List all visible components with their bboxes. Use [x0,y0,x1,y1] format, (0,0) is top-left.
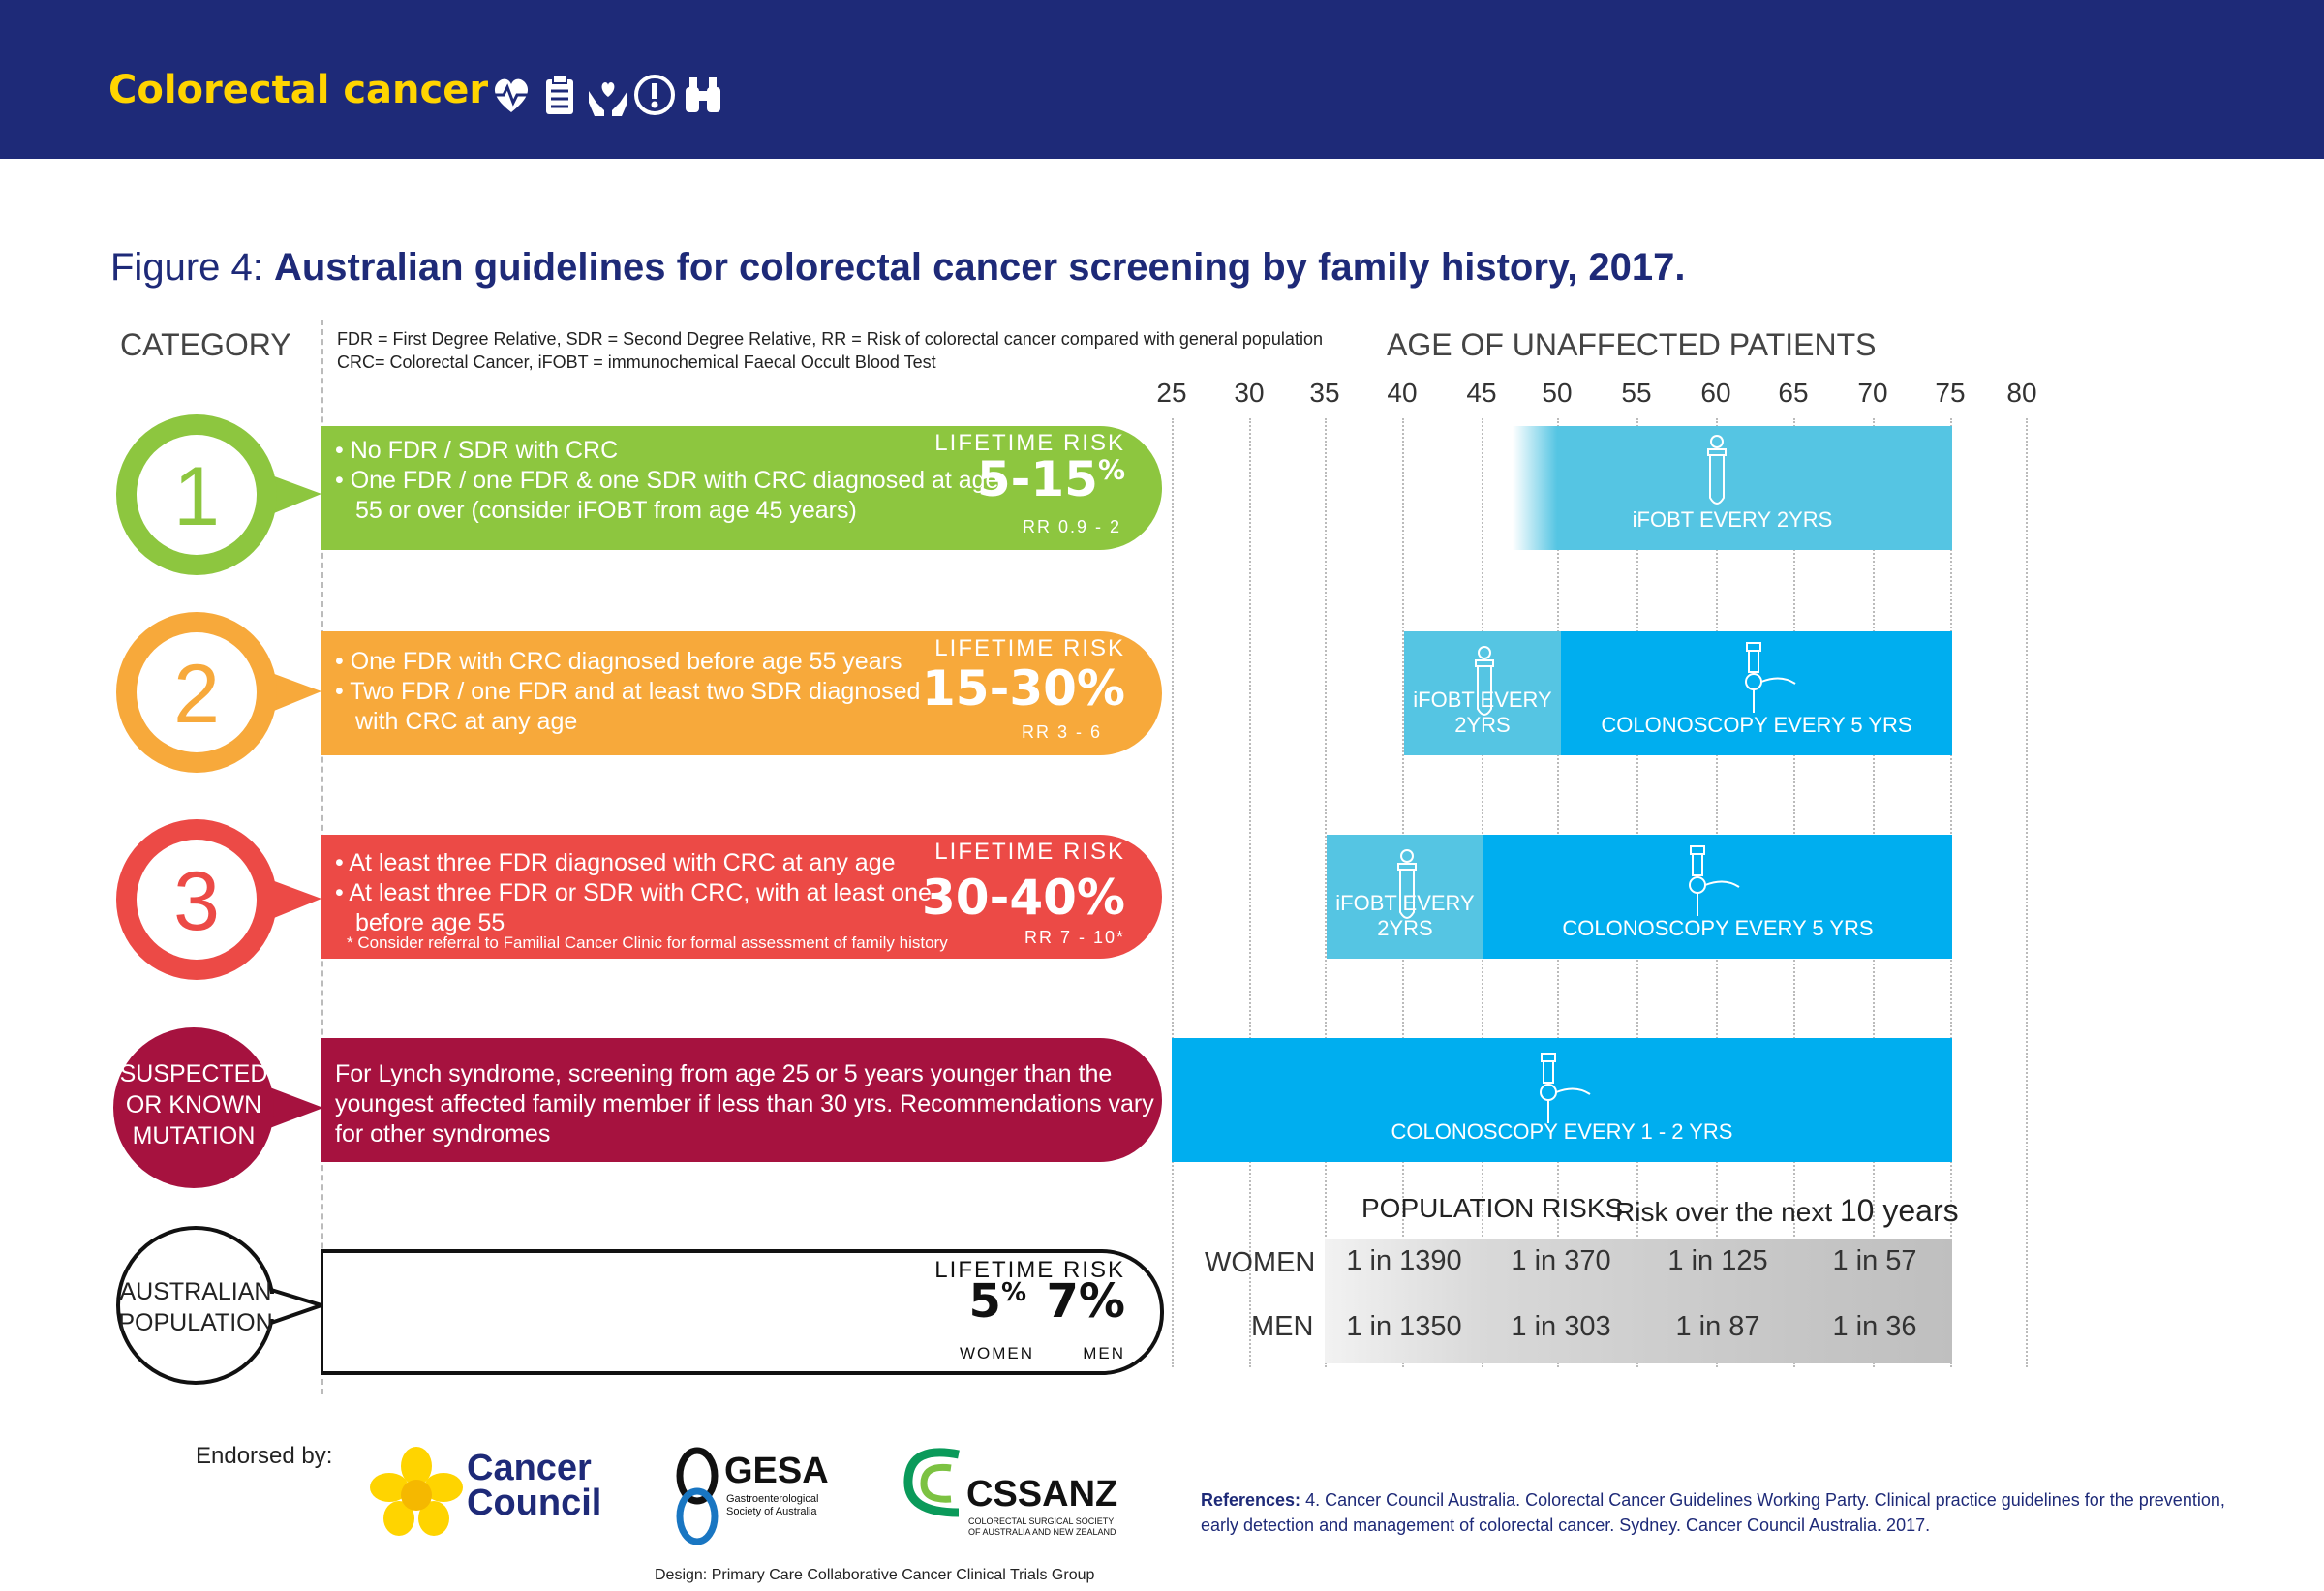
grid-line [1249,418,1251,1367]
figure-prefix: Figure 4: [110,246,274,289]
women-risk-cell: 1 in 1390 [1346,1245,1462,1276]
colonoscopy-label: COLONOSCOPY EVERY 5 YRS [1562,916,1874,940]
ifobt-block [1404,631,1561,755]
references: References: 4. Cancer Council Australia. Colorectal Cancer Guidelines Working Party. Clinical practice guidelines for the prevention, early detection and management of colorectal cancer. Sydney. Cancer Council Australia. 2017. [1201,1490,2225,1535]
mutation-text-3: for other syndromes [335,1120,551,1147]
category-1-badge [105,414,327,579]
colonoscopy-label: COLONOSCOPY EVERY 1 - 2 YRS [1391,1119,1733,1144]
colonoscopy-label: COLONOSCOPY EVERY 5 YRS [1601,713,1912,737]
legend-line-1: FDR = First Degree Relative, SDR = Second Degree Relative, RR = Risk of colorectal cancer compared with general population [337,329,1323,349]
men-label: MEN [1083,1344,1125,1362]
gesa-logo: GESA [724,1451,829,1491]
men-row-label: MEN [1251,1311,1314,1342]
category-3-risk: 30-40% [921,870,1125,926]
mutation-label-3: MUTATION [132,1122,256,1149]
cancer-council-logo: Cancer Council [467,1448,602,1523]
mutation-label-2: OR KNOWN [125,1091,262,1118]
gesa-mark-icon [672,1447,722,1547]
ifobt-label: iFOBT EVERY 2YRS [1335,891,1475,940]
mutation-label-1: SUSPECTED [119,1060,268,1087]
category-3-lifetime-label: LIFETIME RISK [934,839,1125,865]
population-lifetime-label: LIFETIME RISK [934,1257,1125,1283]
category-3-number: 3 [173,855,220,948]
ifobt-block [1327,835,1483,959]
header-title: Colorectal cancer [108,68,489,112]
age-tick: 35 [1309,378,1340,408]
test-tube-icon [1702,434,1731,511]
daffodil-icon [368,1447,465,1540]
category-3-note: * Consider referral to Familial Cancer Clinic for formal assessment of family history [347,933,948,952]
category-3-badge [105,819,327,984]
cssanz-logo: CSSANZ [966,1474,1118,1515]
population-label-1: AUSTRALIAN [119,1278,272,1305]
women-lifetime-risk: 5% [968,1274,1026,1329]
colonoscopy-block [1561,631,1952,755]
age-tick: 65 [1778,378,1809,408]
category-1-bullet-1: • No FDR / SDR with CRC [335,437,619,464]
category-2-badge [105,612,327,777]
category-1-risk: 5-15% [976,451,1125,507]
age-tick: 50 [1542,378,1573,408]
colonoscopy-block [1172,1038,1952,1162]
women-row-label: WOMEN [1205,1247,1316,1278]
binoculars-icon [682,74,724,116]
category-2-risk: 15-30% [921,660,1125,717]
ifobt-label: iFOBT EVERY 2YRS [1632,507,1833,532]
category-3-bullet-2-cont: before age 55 [355,909,505,936]
category-2-bullet-1: • One FDR with CRC diagnosed before age 55 years [335,648,902,675]
category-1-lifetime-label: LIFETIME RISK [934,430,1125,456]
age-tick: 40 [1387,378,1418,408]
colonoscope-icon [1681,844,1749,922]
category-3-rr: RR 7 - 10* [1024,928,1125,947]
mutation-text-1: For Lynch syndrome, screening from age 25 or 5 years younger than the [335,1060,1113,1087]
mutation-badge [105,1026,327,1191]
figure-title [110,246,1686,290]
colonoscope-icon [1532,1052,1600,1129]
women-risk-cell: 1 in 57 [1832,1245,1917,1276]
category-2-lifetime-label: LIFETIME RISK [934,635,1125,661]
age-tick: 60 [1700,378,1731,408]
category-3-bullet-2: • At least three FDR or SDR with CRC, with at least one [335,879,932,906]
population-label-2: POPULATION [118,1309,273,1336]
cssanz-subtitle: COLORECTAL SURGICAL SOCIETY OF AUSTRALIA AND NEW ZEALAND [968,1516,1116,1537]
age-tick: 80 [2006,378,2037,408]
clipboard-icon [538,74,581,116]
age-tick: 30 [1234,378,1265,408]
men-risk-cell: 1 in 87 [1675,1311,1760,1342]
category-2-rr: RR 3 - 6 [1021,722,1102,742]
endorsed-by: Endorsed by: [196,1443,333,1469]
age-tick: 25 [1156,378,1187,408]
ifobt-block [1513,426,1952,550]
australian-population-badge [105,1222,327,1387]
category-heading: CATEGORY [120,327,291,362]
ifobt-label: iFOBT EVERY 2YRS [1413,688,1552,737]
category-1-bullet-2: • One FDR / one FDR & one SDR with CRC diagnosed at age [335,467,999,494]
age-tick: 70 [1857,378,1888,408]
gesa-subtitle: Gastroenterological Society of Australia [726,1493,819,1517]
population-risks-title: POPULATION RISKS [1361,1193,1624,1223]
category-2-bullet-2: • Two FDR / one FDR and at least two SDR diagnosed [335,678,921,705]
mutation-text-2: youngest affected family member if less than 30 yrs. Recommendations vary [335,1090,1154,1117]
population-risks-subtitle: Risk over the next 10 years [1615,1193,1959,1228]
category-1-bullet-2-cont: 55 or over (consider iFOBT from age 45 years) [355,497,857,524]
women-label: WOMEN [959,1344,1034,1362]
colonoscopy-block [1483,835,1952,959]
age-tick: 55 [1621,378,1652,408]
men-risk-cell: 1 in 303 [1511,1311,1611,1342]
figure-title-text: Australian guidelines for colorectal cancer screening by family history, 2017. [273,246,1686,289]
age-tick: 75 [1935,378,1966,408]
grid-line [1172,418,1174,1367]
age-heading: AGE OF UNAFFECTED PATIENTS [1387,327,1877,362]
hands-heart-icon [587,74,629,116]
men-risk-cell: 1 in 1350 [1346,1311,1462,1342]
men-risk-cell: 1 in 36 [1832,1311,1917,1342]
category-1-rr: RR 0.9 - 2 [1022,517,1121,536]
category-2-number: 2 [173,648,220,741]
category-1-number: 1 [173,450,220,543]
age-tick: 45 [1466,378,1497,408]
design-credit: Design: Primary Care Collaborative Cancer Clinical Trials Group [655,1567,1095,1583]
colonoscope-icon [1737,641,1805,719]
women-risk-cell: 1 in 370 [1511,1245,1611,1276]
category-3-bullet-1: • At least three FDR diagnosed with CRC at any age [335,849,896,876]
category-2-bullet-2-cont: with CRC at any age [355,708,578,735]
cssanz-mark-icon [901,1445,964,1522]
legend-line-2: CRC= Colorectal Cancer, iFOBT = immunochemical Faecal Occult Blood Test [337,352,936,372]
women-risk-cell: 1 in 125 [1667,1245,1768,1276]
grid-line [2026,418,2028,1367]
men-lifetime-risk: 7% [1046,1274,1125,1329]
heartbeat-icon [490,74,533,116]
alert-icon [633,74,676,116]
